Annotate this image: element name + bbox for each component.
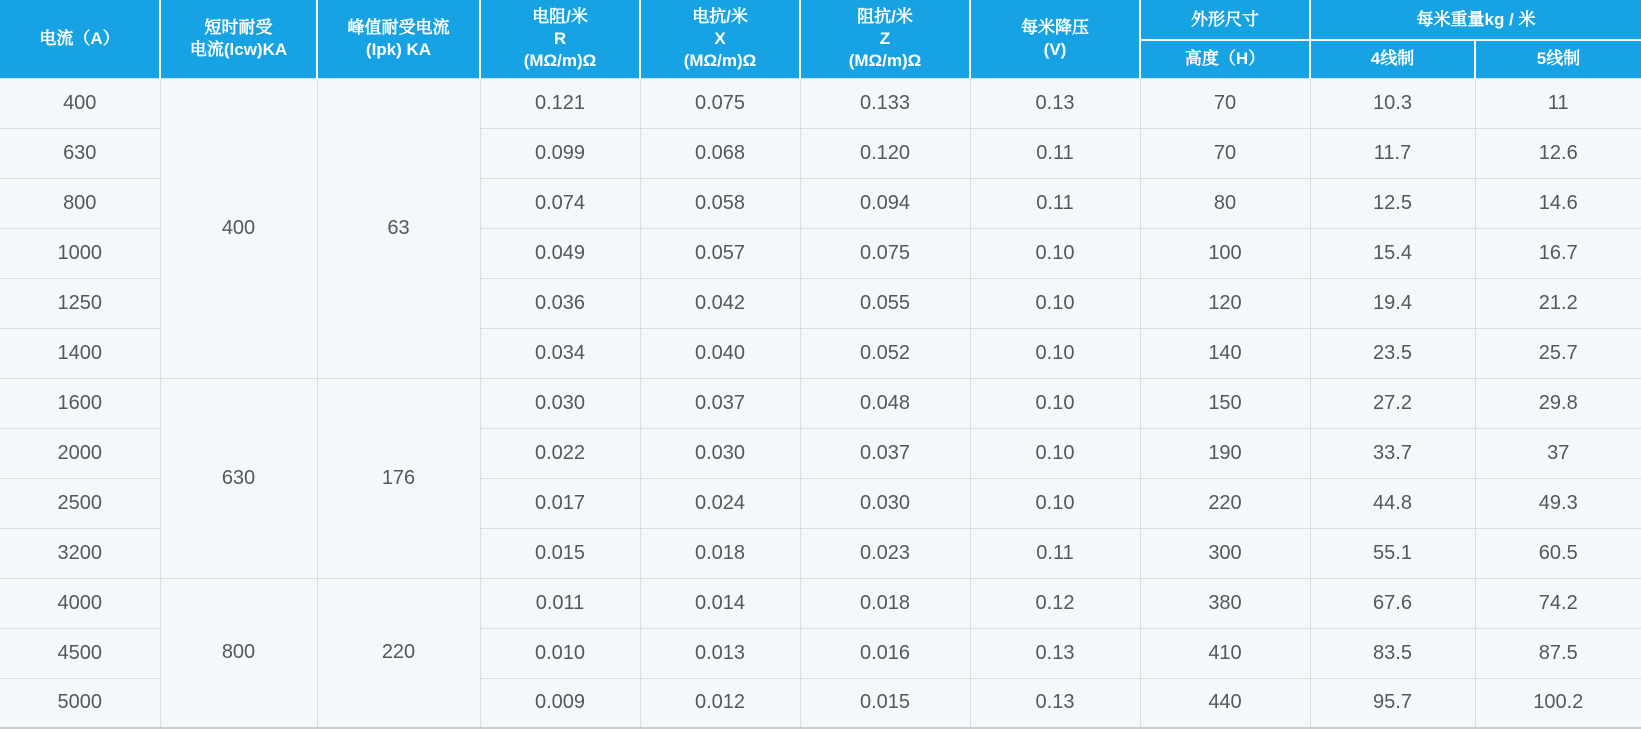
cell-resistance: 0.022 bbox=[480, 428, 640, 478]
header-5wire bbox=[1475, 40, 1641, 78]
cell-impedance: 0.030 bbox=[800, 478, 970, 528]
header-4wire bbox=[1310, 40, 1475, 78]
cell-reactance: 0.040 bbox=[640, 328, 800, 378]
header-ipk-line1: 峰值耐受电流 bbox=[347, 17, 450, 37]
header-row-1 bbox=[0, 0, 1641, 40]
cell-voltage-drop: 0.10 bbox=[970, 278, 1140, 328]
header-current bbox=[0, 0, 160, 78]
cell-resistance: 0.099 bbox=[480, 128, 640, 178]
cell-resistance: 0.010 bbox=[480, 628, 640, 678]
header-resistance bbox=[480, 0, 640, 78]
header-short-time-withstand bbox=[160, 0, 317, 78]
header-z-line2: Z bbox=[879, 28, 891, 48]
header-dimensions bbox=[1140, 0, 1310, 40]
cell-weight-4wire: 44.8 bbox=[1310, 478, 1475, 528]
cell-icw-merged: 630 bbox=[160, 378, 317, 578]
table-header bbox=[0, 0, 1641, 78]
header-height bbox=[1140, 40, 1310, 78]
cell-current: 2000 bbox=[0, 428, 160, 478]
cell-weight-5wire: 49.3 bbox=[1475, 478, 1641, 528]
header-ipk-line2: (Ipk) KA bbox=[365, 39, 432, 59]
cell-weight-5wire: 12.6 bbox=[1475, 128, 1641, 178]
header-icw-line2: 电流(lcw)KA bbox=[189, 39, 288, 59]
cell-voltage-drop: 0.12 bbox=[970, 578, 1140, 628]
cell-height: 410 bbox=[1140, 628, 1310, 678]
cell-height: 80 bbox=[1140, 178, 1310, 228]
cell-ipk-merged: 176 bbox=[317, 378, 480, 578]
cell-weight-4wire: 27.2 bbox=[1310, 378, 1475, 428]
cell-weight-4wire: 33.7 bbox=[1310, 428, 1475, 478]
cell-height: 380 bbox=[1140, 578, 1310, 628]
cell-resistance: 0.121 bbox=[480, 78, 640, 128]
header-5wire-label: 5线制 bbox=[1536, 49, 1581, 69]
cell-current: 5000 bbox=[0, 678, 160, 728]
header-x-line1: 电抗/米 bbox=[692, 6, 748, 26]
cell-reactance: 0.018 bbox=[640, 528, 800, 578]
cell-resistance: 0.036 bbox=[480, 278, 640, 328]
cell-voltage-drop: 0.11 bbox=[970, 178, 1140, 228]
cell-height: 100 bbox=[1140, 228, 1310, 278]
cell-impedance: 0.037 bbox=[800, 428, 970, 478]
cell-weight-4wire: 10.3 bbox=[1310, 78, 1475, 128]
cell-height: 300 bbox=[1140, 528, 1310, 578]
cell-icw-merged: 800 bbox=[160, 578, 317, 728]
header-r-line3: (MΩ/m)Ω bbox=[523, 50, 597, 70]
cell-impedance: 0.133 bbox=[800, 78, 970, 128]
cell-impedance: 0.048 bbox=[800, 378, 970, 428]
header-peak-withstand bbox=[317, 0, 480, 78]
header-z-line3: (MΩ/m)Ω bbox=[848, 50, 922, 70]
cell-current: 2500 bbox=[0, 478, 160, 528]
cell-resistance: 0.017 bbox=[480, 478, 640, 528]
cell-reactance: 0.024 bbox=[640, 478, 800, 528]
cell-resistance: 0.011 bbox=[480, 578, 640, 628]
cell-resistance: 0.030 bbox=[480, 378, 640, 428]
cell-impedance: 0.075 bbox=[800, 228, 970, 278]
cell-current: 1400 bbox=[0, 328, 160, 378]
cell-impedance: 0.055 bbox=[800, 278, 970, 328]
cell-weight-4wire: 83.5 bbox=[1310, 628, 1475, 678]
table-row bbox=[0, 378, 1641, 428]
cell-current: 1600 bbox=[0, 378, 160, 428]
cell-current: 4000 bbox=[0, 578, 160, 628]
header-dimensions-label: 外形尺寸 bbox=[1191, 9, 1259, 29]
header-x-line3: (MΩ/m)Ω bbox=[683, 50, 757, 70]
cell-impedance: 0.052 bbox=[800, 328, 970, 378]
cell-voltage-drop: 0.11 bbox=[970, 128, 1140, 178]
cell-current: 4500 bbox=[0, 628, 160, 678]
cell-weight-4wire: 11.7 bbox=[1310, 128, 1475, 178]
cell-height: 220 bbox=[1140, 478, 1310, 528]
cell-reactance: 0.013 bbox=[640, 628, 800, 678]
cell-impedance: 0.120 bbox=[800, 128, 970, 178]
cell-current: 1250 bbox=[0, 278, 160, 328]
header-vdrop-line1: 每米降压 bbox=[1021, 17, 1089, 37]
header-current-label: 电流（A） bbox=[39, 28, 120, 48]
cell-weight-5wire: 11 bbox=[1475, 78, 1641, 128]
header-r-line1: 电阻/米 bbox=[532, 6, 588, 26]
cell-weight-5wire: 14.6 bbox=[1475, 178, 1641, 228]
cell-ipk-merged: 220 bbox=[317, 578, 480, 728]
header-impedance bbox=[800, 0, 970, 78]
cell-current: 630 bbox=[0, 128, 160, 178]
cell-reactance: 0.068 bbox=[640, 128, 800, 178]
cell-resistance: 0.074 bbox=[480, 178, 640, 228]
cell-voltage-drop: 0.13 bbox=[970, 628, 1140, 678]
cell-voltage-drop: 0.10 bbox=[970, 478, 1140, 528]
cell-impedance: 0.015 bbox=[800, 678, 970, 728]
cell-resistance: 0.034 bbox=[480, 328, 640, 378]
header-height-label: 高度（H） bbox=[1184, 49, 1266, 69]
header-voltage-drop bbox=[970, 0, 1140, 78]
cell-reactance: 0.058 bbox=[640, 178, 800, 228]
cell-weight-4wire: 95.7 bbox=[1310, 678, 1475, 728]
cell-voltage-drop: 0.13 bbox=[970, 78, 1140, 128]
header-z-line1: 阻抗/米 bbox=[857, 6, 913, 26]
cell-impedance: 0.018 bbox=[800, 578, 970, 628]
header-r-line2: R bbox=[553, 28, 567, 48]
cell-weight-4wire: 19.4 bbox=[1310, 278, 1475, 328]
cell-impedance: 0.016 bbox=[800, 628, 970, 678]
cell-voltage-drop: 0.10 bbox=[970, 228, 1140, 278]
cell-weight-5wire: 100.2 bbox=[1475, 678, 1641, 728]
cell-resistance: 0.009 bbox=[480, 678, 640, 728]
cell-height: 70 bbox=[1140, 128, 1310, 178]
cell-weight-5wire: 25.7 bbox=[1475, 328, 1641, 378]
cell-height: 70 bbox=[1140, 78, 1310, 128]
cell-weight-4wire: 12.5 bbox=[1310, 178, 1475, 228]
cell-reactance: 0.057 bbox=[640, 228, 800, 278]
cell-height: 120 bbox=[1140, 278, 1310, 328]
cell-reactance: 0.075 bbox=[640, 78, 800, 128]
cell-current: 3200 bbox=[0, 528, 160, 578]
header-reactance bbox=[640, 0, 800, 78]
cell-weight-5wire: 87.5 bbox=[1475, 628, 1641, 678]
cell-ipk-merged: 63 bbox=[317, 78, 480, 378]
header-4wire-label: 4线制 bbox=[1370, 49, 1415, 69]
header-weight-label: 每米重量kg / 米 bbox=[1416, 9, 1536, 29]
header-weight-per-meter bbox=[1310, 0, 1641, 40]
cell-voltage-drop: 0.10 bbox=[970, 428, 1140, 478]
cell-icw-merged: 400 bbox=[160, 78, 317, 378]
cell-height: 150 bbox=[1140, 378, 1310, 428]
cell-resistance: 0.015 bbox=[480, 528, 640, 578]
cell-reactance: 0.014 bbox=[640, 578, 800, 628]
cell-weight-5wire: 74.2 bbox=[1475, 578, 1641, 628]
cell-weight-4wire: 67.6 bbox=[1310, 578, 1475, 628]
header-x-line2: X bbox=[714, 28, 726, 48]
cell-voltage-drop: 0.13 bbox=[970, 678, 1140, 728]
cell-height: 140 bbox=[1140, 328, 1310, 378]
cell-weight-5wire: 37 bbox=[1475, 428, 1641, 478]
table-row bbox=[0, 78, 1641, 128]
cell-current: 800 bbox=[0, 178, 160, 228]
cell-current: 1000 bbox=[0, 228, 160, 278]
cell-voltage-drop: 0.10 bbox=[970, 328, 1140, 378]
cell-voltage-drop: 0.10 bbox=[970, 378, 1140, 428]
cell-reactance: 0.030 bbox=[640, 428, 800, 478]
cell-current: 400 bbox=[0, 78, 160, 128]
cell-voltage-drop: 0.11 bbox=[970, 528, 1140, 578]
cell-impedance: 0.094 bbox=[800, 178, 970, 228]
cell-reactance: 0.012 bbox=[640, 678, 800, 728]
cell-weight-4wire: 23.5 bbox=[1310, 328, 1475, 378]
cell-weight-4wire: 15.4 bbox=[1310, 228, 1475, 278]
cell-weight-5wire: 21.2 bbox=[1475, 278, 1641, 328]
cell-reactance: 0.037 bbox=[640, 378, 800, 428]
table-row bbox=[0, 578, 1641, 628]
cell-height: 440 bbox=[1140, 678, 1310, 728]
table-body bbox=[0, 78, 1641, 728]
cell-height: 190 bbox=[1140, 428, 1310, 478]
cell-resistance: 0.049 bbox=[480, 228, 640, 278]
cell-weight-5wire: 60.5 bbox=[1475, 528, 1641, 578]
cell-impedance: 0.023 bbox=[800, 528, 970, 578]
cell-reactance: 0.042 bbox=[640, 278, 800, 328]
cell-weight-5wire: 29.8 bbox=[1475, 378, 1641, 428]
cell-weight-5wire: 16.7 bbox=[1475, 228, 1641, 278]
cell-weight-4wire: 55.1 bbox=[1310, 528, 1475, 578]
header-vdrop-line2: (V) bbox=[1043, 39, 1067, 59]
header-icw-line1: 短时耐受 bbox=[204, 17, 273, 37]
